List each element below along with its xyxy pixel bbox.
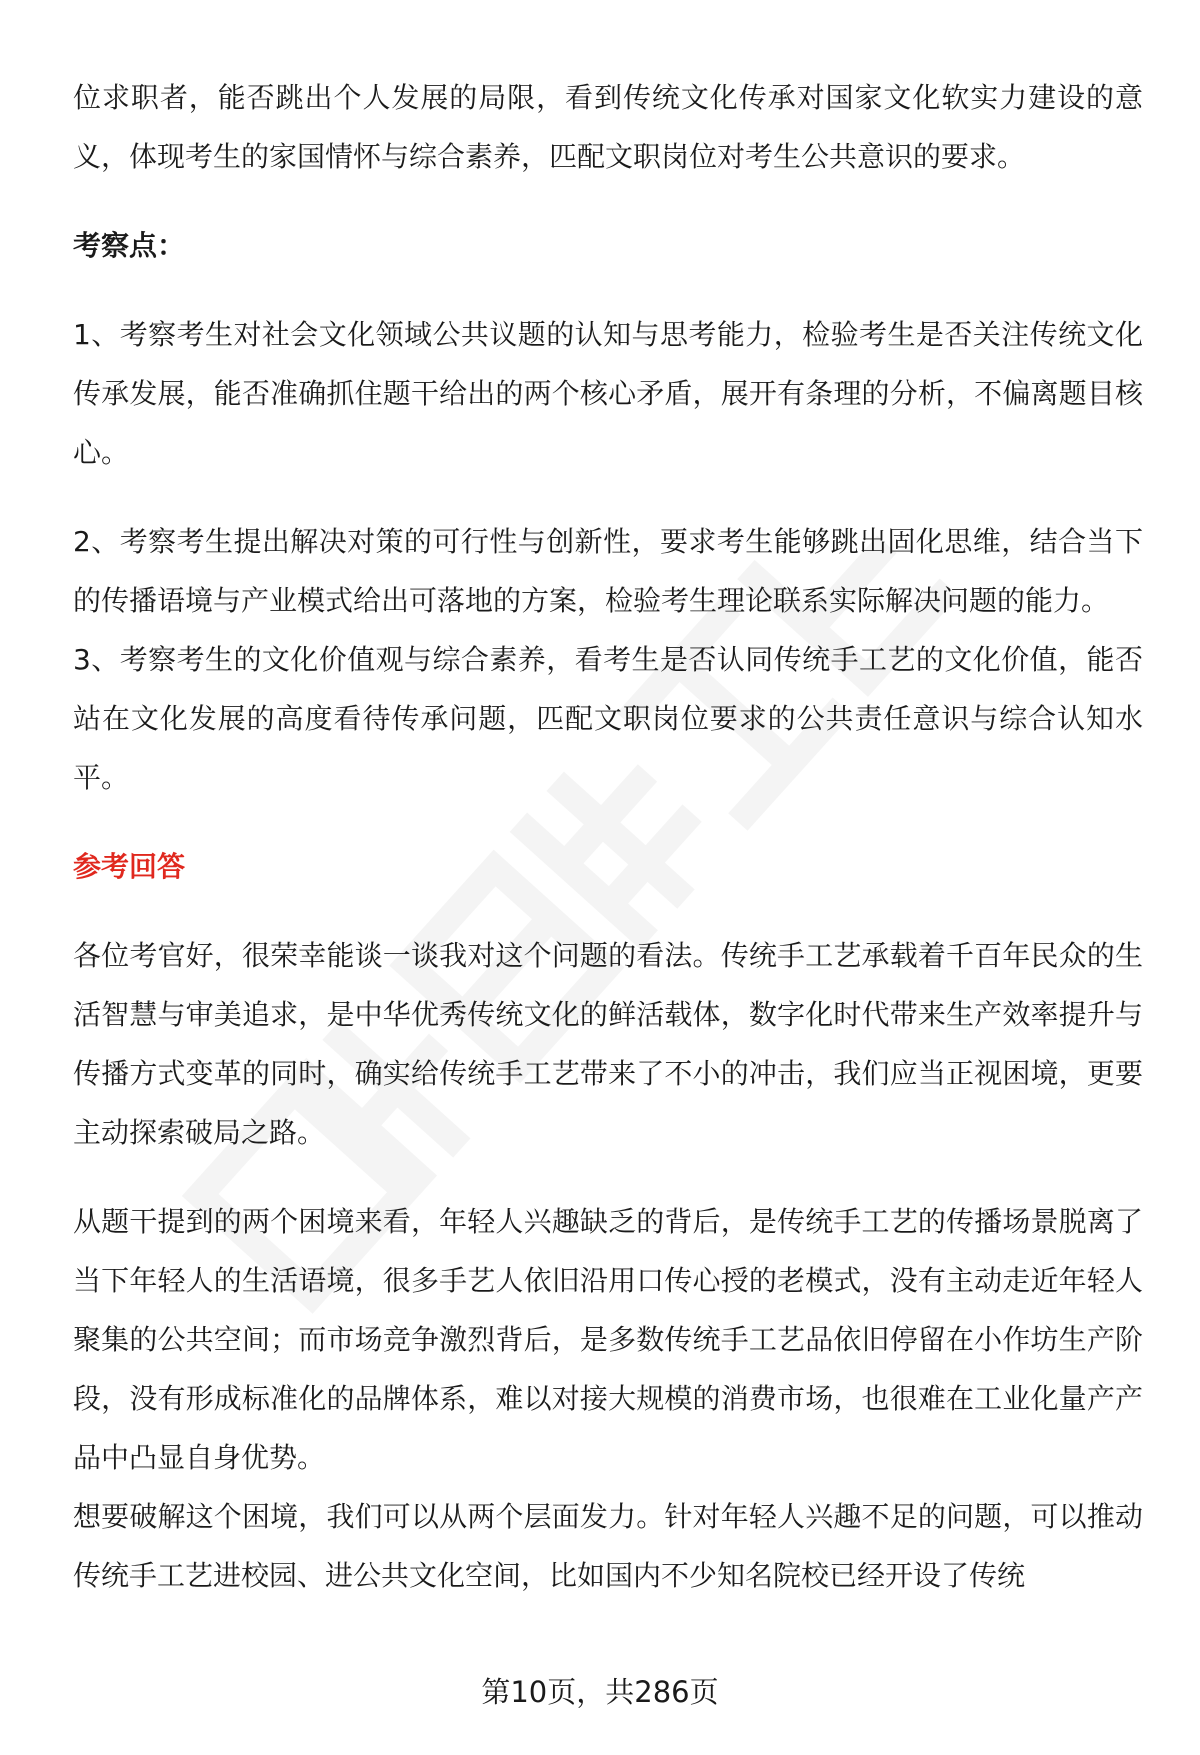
point-item-1: 1、考察考生对社会文化领域公共议题的认知与思考能力，检验考生是否关注传统文化传承发展，能否准确抓住题干给出的两个核心矛盾，展开有条理的分析，不偏离题目核心。 [73, 318, 1143, 469]
point-item-3: 3、考察考生的文化价值观与综合素养，看考生是否认同传统手工艺的文化价值，能否站在文化发展的高度看待传承问题，匹配文职岗位要求的公共责任意识与综合认知水平。 [73, 643, 1143, 794]
answer-paragraph-3: 想要破解这个困境，我们可以从两个层面发力。针对年轻人兴趣不足的问题，可以推动传统手工艺进校园、进公共文化空间，比如国内不少知名院校已经开设了传统 [73, 1500, 1143, 1592]
point-item-2: 2、考察考生提出解决对策的可行性与创新性，要求考生能够跳出固化思维，结合当下的传播语境与产业模式给出可落地的方案，检验考生理论联系实际解决问题的能力。 [73, 525, 1143, 617]
section-heading-reference-answer: 参考回答 [73, 850, 186, 883]
answer-paragraph-2: 从题干提到的两个困境来看，年轻人兴趣缺乏的背后，是传统手工艺的传播场景脱离了当下年轻人的生活语境，很多手艺人依旧沿用口传心授的老模式，没有主动走近年轻人聚集的公共空间；而市场竞争激烈背后，是多数传统手工艺品依旧停留在小作坊生产阶段，没有形成标准化的品牌体系，难以对接大规模的消费市场，也很难在工业化量产产品中凸显自身优势。 [73, 1205, 1143, 1474]
answer-paragraph-1: 各位考官好，很荣幸能谈一谈我对这个问题的看法。传统手工艺承载着千百年民众的生活智慧与审美追求，是中华优秀传统文化的鲜活载体，数字化时代带来生产效率提升与传播方式变革的同时，确实给传统手工艺带来了不小的冲击，我们应当正视困境，更要主动探索破局之路。 [73, 939, 1143, 1149]
section-heading-examination-points: 考察点： [73, 229, 186, 262]
page-number-footer: 第10页，共286页 [481, 1675, 719, 1709]
document-body [73, 68, 1143, 1605]
intro-paragraph: 位求职者，能否跳出个人发展的局限，看到传统文化传承对国家文化软实力建设的意义，体现考生的家国情怀与综合素养，匹配文职岗位对考生公共意识的要求。 [73, 81, 1143, 173]
